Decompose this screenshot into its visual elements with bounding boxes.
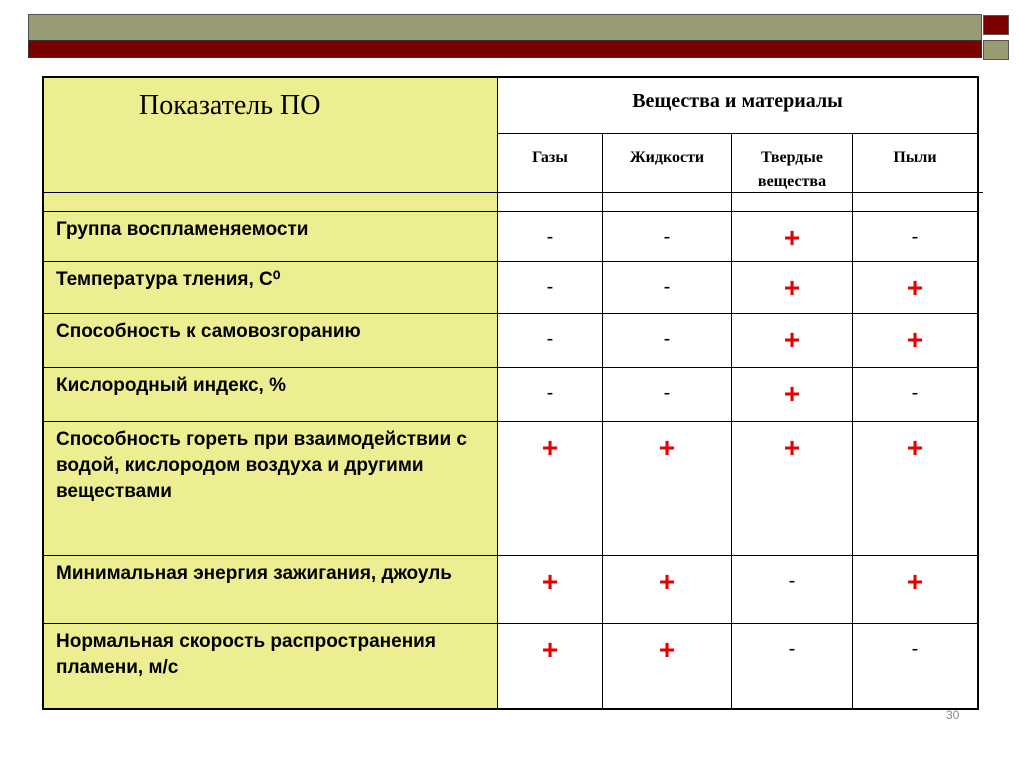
value-cell [853,367,979,421]
header-bar-olive [28,14,982,42]
value-cell [603,421,732,555]
table-row [43,421,978,555]
row-label: Способность к самовозгоранию [43,313,498,367]
value-cell [732,313,853,367]
value-cell [853,261,979,313]
value-cell [498,623,603,709]
value-cell [603,555,732,623]
minus-mark: - [546,225,554,248]
table-row [43,367,978,421]
value-cell [498,211,603,261]
value-cell [498,555,603,623]
header-group-cell [498,77,979,133]
minus-mark: - [546,275,554,298]
value-cell [732,211,853,261]
row-label: Минимальная энергия зажигания, джоуль [43,555,498,623]
minus-mark: - [911,225,919,248]
value-cell [603,211,732,261]
plus-mark: + [783,271,801,303]
plus-mark: + [658,565,676,597]
plus-mark: + [906,323,924,355]
column-header-solids: Твердые вещества [732,133,853,211]
minus-mark: - [911,381,919,404]
value-cell [732,367,853,421]
value-cell [732,623,853,709]
corner-square-red [983,15,1009,35]
table-row [43,623,978,709]
header-divider-line [42,192,983,193]
minus-mark: - [663,275,671,298]
value-cell [853,313,979,367]
plus-mark: + [541,431,559,463]
value-cell [853,211,979,261]
minus-mark: - [663,225,671,248]
plus-mark: + [783,377,801,409]
value-cell [498,261,603,313]
value-cell [498,313,603,367]
header-param-cell [43,77,498,211]
value-cell [603,367,732,421]
plus-mark: + [906,431,924,463]
row-label: Группа воспламеняемости [43,211,498,261]
plus-mark: + [783,323,801,355]
plus-mark: + [906,271,924,303]
page-number: 30 [946,708,960,722]
plus-mark: + [541,633,559,665]
minus-mark: - [546,327,554,350]
plus-mark: + [541,565,559,597]
minus-mark: - [663,327,671,350]
value-cell [498,421,603,555]
plus-mark: + [906,565,924,597]
header-bar-red [28,40,982,58]
minus-mark: - [788,569,796,592]
value-cell [732,261,853,313]
row-label: Способность гореть при взаимодействии с водой, кислородом воздуха и другими веществами [43,421,498,555]
minus-mark: - [663,381,671,404]
table-row [43,211,978,261]
row-label: Нормальная скорость распространения пламени, м/с [43,623,498,709]
properties-table [42,76,979,710]
corner-square-olive [983,40,1009,60]
table-row [43,261,978,313]
value-cell [732,421,853,555]
row-label: Кислородный индекс, % [43,367,498,421]
value-cell [498,367,603,421]
header-param-label: Показатель ПО [139,90,321,121]
minus-mark: - [788,637,796,660]
column-header-gases: Газы [498,133,603,211]
value-cell [853,623,979,709]
value-cell [603,261,732,313]
column-header-liquids: Жидкости [603,133,732,211]
plus-mark: + [783,221,801,253]
value-cell [603,623,732,709]
value-cell [853,421,979,555]
header-group-label: Вещества и материалы [632,90,843,112]
minus-mark: - [546,381,554,404]
value-cell [853,555,979,623]
table-row [43,555,978,623]
table-row [43,313,978,367]
value-cell [603,313,732,367]
plus-mark: + [783,431,801,463]
plus-mark: + [658,431,676,463]
minus-mark: - [911,637,919,660]
column-header-dusts: Пыли [853,133,979,211]
row-label: Температура тления, С⁰ [43,261,498,313]
plus-mark: + [658,633,676,665]
value-cell [732,555,853,623]
